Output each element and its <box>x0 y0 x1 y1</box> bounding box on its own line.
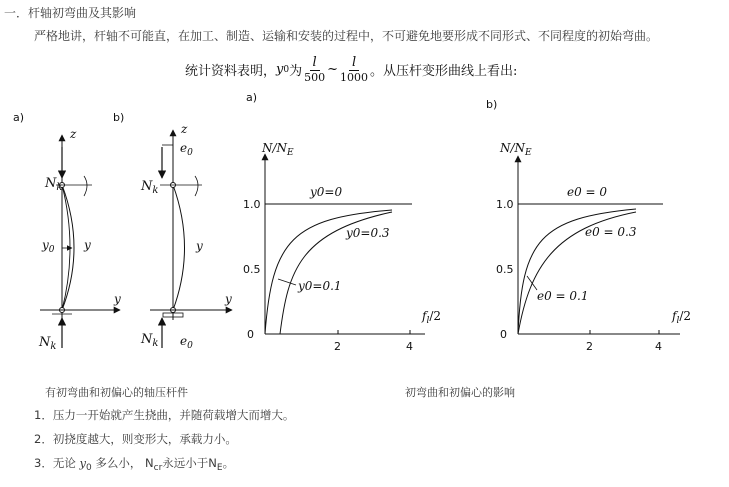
graph-a-y-axis-title: $N/N_E$ <box>262 141 294 158</box>
graph-b-curve-label-e0-0.3: e0 = 0.3 <box>585 225 637 239</box>
graph-b <box>486 98 691 353</box>
graph-b-y-tick-0: 0 <box>500 328 507 341</box>
note-3 <box>34 455 234 473</box>
member-a-curve-inner <box>62 185 70 310</box>
fraction-2-num: l <box>349 56 359 71</box>
graph-a-y-tick-0: 0 <box>247 328 254 341</box>
member-b-top-e0-label: $e_0$ <box>180 141 193 158</box>
note-3-mid2: 永远小于N <box>162 456 217 470</box>
graph-b-y-tick-0.5: 0.5 <box>496 263 514 276</box>
stat-var-y: y <box>276 62 284 78</box>
graph-a-curve-label-y0-0.3: y0=0.3 <box>346 226 390 240</box>
graph-b-curve-label-e0-0.1: e0 = 0.1 <box>537 289 589 303</box>
note-3-cr-sub: cr <box>153 463 163 473</box>
stat-tilde: ~ <box>327 62 339 78</box>
intro-paragraph: 严格地讲，杆轴不可能直，在加工、制造、运输和安装的过程中，不可避免地要形成不同形式、不同程度的初始弯曲。 <box>34 29 659 43</box>
section-title: 一．杆轴初弯曲及其影响 <box>4 6 137 20</box>
graph-a <box>243 91 441 353</box>
member-a-top-load-label: $N_k$ <box>45 176 63 193</box>
member-a-y-label: y <box>84 238 91 252</box>
note-3-var: y <box>79 456 86 470</box>
member-b-curve <box>173 185 185 310</box>
member-a-y0-label: $y_0$ <box>42 238 55 255</box>
graph-b-label: b) <box>486 98 498 111</box>
graph-a-y-tick-0.5: 0.5 <box>243 263 261 276</box>
member-b-label: b) <box>113 111 125 124</box>
graph-b-y-tick-1: 1.0 <box>496 198 514 211</box>
member-b-top-support-hatch <box>195 176 198 196</box>
fraction-1-den: 500 <box>304 70 326 84</box>
fraction-1-num: l <box>310 56 320 71</box>
graph-a-x-axis-title: $f_l/2$ <box>422 309 442 326</box>
member-b-y-axis-label: y <box>225 292 232 306</box>
caption-left: 有初弯曲和初偏心的轴压杆件 <box>45 386 188 399</box>
graph-a-curve-label-y0-0.1: y0=0.1 <box>298 279 342 293</box>
graph-b-curve-label-leader <box>527 276 537 290</box>
stat-var-sub: 0 <box>283 64 290 75</box>
member-b-top-load-label: $N_k$ <box>141 179 159 196</box>
graph-b-x-tick-label-4: 4 <box>655 340 662 353</box>
note-3-e-sub: E <box>216 463 223 473</box>
member-a-bottom-load-label: $N_k$ <box>39 335 57 352</box>
member-b-bottom-e0-label: $e_0$ <box>180 334 193 351</box>
note-3-end: 。 <box>222 456 235 470</box>
graph-b-x-tick-label-2: 2 <box>586 340 593 353</box>
graph-b-x-axis-title: $f_l/2$ <box>672 309 692 326</box>
graph-a-curve-label-y0-0: y0=0 <box>310 185 343 199</box>
fraction-2-den: 1000 <box>340 70 369 84</box>
graph-a-curve-label-leader <box>278 279 296 285</box>
caption-right: 初弯曲和初偏心的影响 <box>405 386 515 399</box>
member-b-z-label: z <box>181 122 188 136</box>
stat-for-word: 为 <box>289 64 303 80</box>
member-a-label: a) <box>13 111 25 124</box>
member-a-z-label: z <box>70 127 77 141</box>
graph-a-y-tick-1: 1.0 <box>243 198 261 211</box>
member-a <box>13 111 121 352</box>
note-2: 2．初挠度越大，则变形大，承载力小。 <box>34 432 237 446</box>
note-3-pre: 3．无论 <box>34 456 80 470</box>
member-b-bottom-load-label: $N_k$ <box>141 332 159 349</box>
member-a-top-support-hatch <box>84 176 87 196</box>
stat-prefix: 统计资料表明， <box>185 64 277 80</box>
member-a-y-axis-label: y <box>114 292 121 306</box>
graph-b-y-axis-title: $N/N_E$ <box>500 141 532 158</box>
graph-a-x-tick-label-4: 4 <box>406 340 413 353</box>
graph-b-curve-label-e0-0: e0 = 0 <box>567 185 608 199</box>
graph-a-x-tick-label-2: 2 <box>334 340 341 353</box>
note-3-var-sub: 0 <box>85 463 92 473</box>
note-1: 1．压力一开始就产生挠曲，并随荷载增大而增大。 <box>34 408 295 422</box>
member-b-y-label: y <box>196 239 203 253</box>
member-b <box>113 111 232 351</box>
note-3-mid: 多么小， N <box>91 456 154 470</box>
stat-suffix: 。从压杆变形曲线上看出: <box>370 64 518 80</box>
member-a-curve-right <box>62 185 74 310</box>
graph-a-label: a) <box>246 91 258 104</box>
